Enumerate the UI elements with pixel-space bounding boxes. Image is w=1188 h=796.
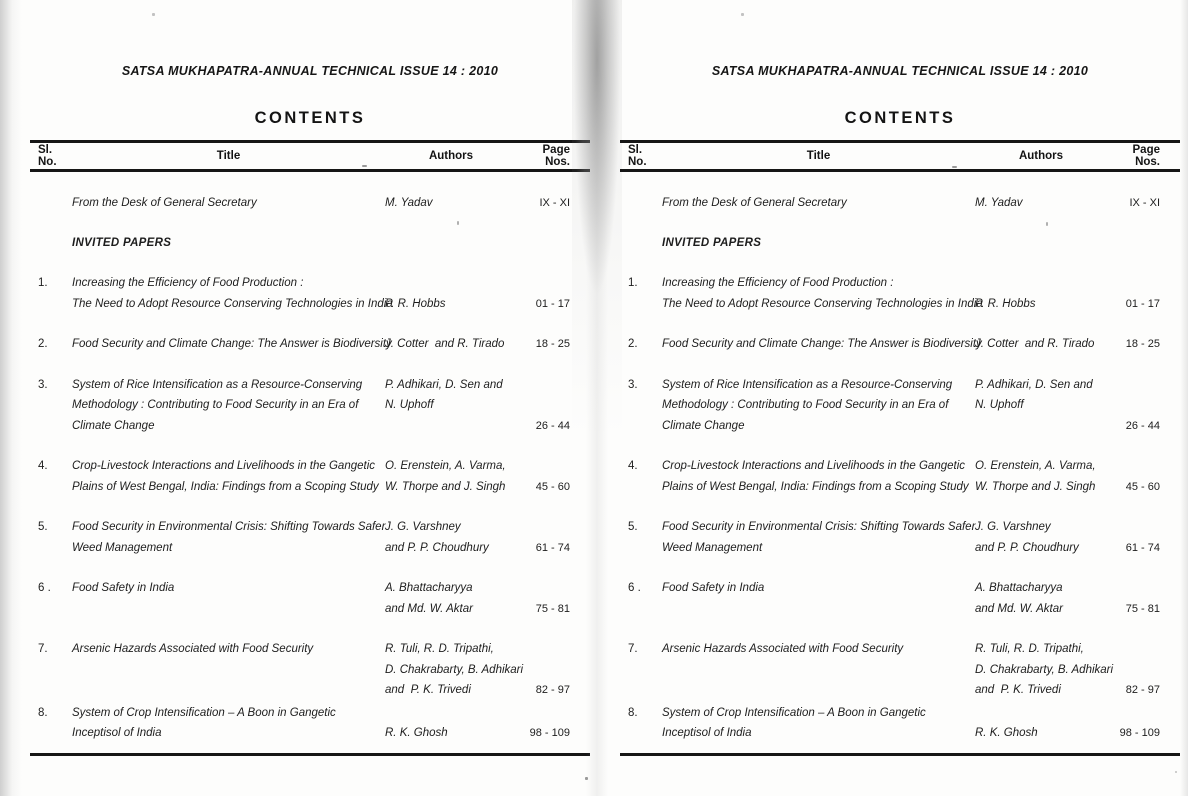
row-title [662,639,975,701]
toc-row [620,273,1180,314]
page-nos-line: IX - XI [539,197,570,209]
row-number [30,578,72,619]
page-nos-line [1107,639,1180,660]
page-nos-line: 98 - 109 [1119,727,1160,739]
row-authors [975,703,1107,744]
serial-number: 3. [38,378,48,391]
title-line: Crop-Livestock Interactions and Livelihoods in the Gangetic [72,460,376,472]
row-title [72,193,385,214]
authors-line: J. Cotter and R. Tirado [385,338,505,350]
title-line: Food Security in Environmental Crisis: Shifting Towards Safer [662,521,976,533]
row-title [72,517,385,558]
title-line: System of Rice Intensification as a Resource-Conserving [72,378,363,391]
scan-speck [585,777,588,780]
title-line: Food Safety in India [72,582,175,594]
row-title [72,375,385,437]
bottom-rule [30,753,590,756]
page-nos-line: 75 - 81 [535,602,570,615]
row-title [662,517,975,558]
row-authors [385,334,517,355]
col-header-sl-line2: No. [628,156,647,168]
authors-line: O. Erenstein, A. Varma, [975,460,1096,472]
col-header-sl-line1: Sl. [38,144,53,156]
authors-line: M. Yadav [385,197,433,209]
row-number [620,639,662,701]
row-authors [385,517,517,558]
title-line: Climate Change [662,419,745,432]
authors-line: and P. P. Choudhury [975,541,1079,554]
authors-line [385,703,517,724]
col-header-sl-no [30,144,72,168]
authors-line: P. Adhikari, D. Sen and [975,378,1093,391]
serial-number: 6 . [628,582,641,594]
toc-row [620,193,1180,214]
row-authors [975,334,1107,355]
page-nos-line: 18 - 25 [1125,338,1160,350]
row-authors [975,375,1107,437]
title-line: System of Crop Intensification – A Boon in Gangetic [72,706,336,719]
toc-row [620,639,1180,701]
title-line: The Need to Adopt Resource Conserving Technologies in India [72,297,393,310]
authors-line [385,273,517,294]
toc-row [620,578,1180,619]
title-line: Methodology : Contributing to Food Security in an Era of [72,399,359,411]
serial-number: 4. [628,460,638,472]
page-nos-line: 01 - 17 [1125,297,1160,310]
row-pages [1107,375,1180,437]
page-nos-line [1107,273,1180,294]
row-number [620,193,662,214]
bottom-rule [620,753,1180,756]
title-line: Increasing the Efficiency of Food Production : [662,277,894,289]
row-number [620,703,662,744]
toc-row [30,578,590,619]
authors-line: R. K. Ghosh [385,727,448,739]
title-line: Arsenic Hazards Associated with Food Security [662,643,904,655]
authors-line: P. R. Hobbs [385,297,446,310]
serial-number: 7. [38,643,48,655]
serial-number: 2. [38,338,48,350]
row-title [72,334,392,355]
title-line: The Need to Adopt Resource Conserving Technologies in India [662,297,983,310]
authors-line: R. K. Ghosh [975,727,1038,739]
authors-line: and Md. W. Aktar [385,602,473,615]
row-title [662,334,982,355]
serial-number [30,193,72,214]
title-line: Increasing the Efficiency of Food Production : [72,277,304,289]
title-line: Weed Management [662,541,763,554]
row-number [620,375,662,437]
toc-row [30,639,590,701]
title-line: Food Safety in India [662,582,765,594]
row-authors [385,639,524,701]
authors-line: N. Uphoff [385,399,434,411]
page-gutter-shadow [572,0,622,796]
toc-row [30,703,590,744]
row-number [620,334,662,355]
authors-line [975,273,1107,294]
authors-line: P. R. Hobbs [975,297,1036,310]
title-line: From the Desk of General Secretary [662,197,847,209]
authors-line: J. Cotter and R. Tirado [975,338,1095,350]
authors-line: and P. K. Trivedi [975,684,1061,696]
page-right [620,0,1180,796]
page-nos-line: 18 - 25 [535,338,570,350]
row-number [30,703,72,744]
page-nos-line [1107,703,1180,724]
row-title [72,639,385,701]
authors-line: N. Uphoff [975,399,1024,411]
title-line: Crop-Livestock Interactions and Livelihoods in the Gangetic [662,460,966,472]
scan-speck [362,165,367,167]
right-edge-shadow [1180,0,1188,796]
authors-line: and P. K. Trivedi [385,684,471,696]
col-header-sl-line2: No. [38,156,57,168]
toc-row [620,456,1180,497]
toc-row [30,193,590,214]
row-title [662,578,975,619]
serial-number: 7. [628,643,638,655]
authors-line: P. Adhikari, D. Sen and [385,378,503,391]
row-title [662,456,975,497]
row-title [662,273,983,314]
serial-number: 1. [38,277,48,289]
row-pages [1107,517,1180,558]
row-number [620,517,662,558]
journal-title: SATSA MUKHAPATRA-ANNUAL TECHNICAL ISSUE 14 : 2010 [711,64,1089,78]
row-number [30,517,72,558]
row-title [662,703,975,744]
row-pages [1107,334,1180,355]
scan-speck [1175,771,1177,773]
row-authors [385,375,517,437]
title-line: Inceptisol of India [72,727,162,739]
title-line: Food Security in Environmental Crisis: Shifting Towards Safer [72,521,386,533]
toc-row [30,456,590,497]
row-number [620,578,662,619]
col-header-title: Title [216,150,241,162]
journal-title: SATSA MUKHAPATRA-ANNUAL TECHNICAL ISSUE 14 : 2010 [121,64,499,78]
row-pages [1107,639,1180,701]
toc-row [620,334,1180,355]
page-nos-line: 82 - 97 [535,684,570,696]
toc-row [30,334,590,355]
row-authors [975,517,1107,558]
toc-row [30,273,590,314]
title-line: Inceptisol of India [662,727,752,739]
toc-body [620,193,1180,744]
left-edge-shadow [0,0,22,796]
row-number [620,273,662,314]
contents-heading: CONTENTS [844,109,956,127]
row-authors [975,639,1114,701]
row-title [72,578,385,619]
row-number [30,639,72,701]
row-authors [385,456,517,497]
scan-speck [1046,222,1048,226]
title-line: Plains of West Bengal, India: Findings from a Scoping Study [662,480,969,493]
row-pages [1107,456,1180,497]
page-nos-line: 26 - 44 [535,419,570,432]
title-line: Food Security and Climate Change: The Answer is Biodiversity [72,338,392,350]
toc-row [620,517,1180,558]
authors-line: A. Bhattacharyya [975,582,1063,594]
authors-line: W. Thorpe and J. Singh [975,480,1096,493]
col-header-sl-line1: Sl. [628,144,643,156]
row-title [72,273,393,314]
serial-number: 8. [38,706,48,719]
toc-row [30,517,590,558]
row-title [662,193,975,214]
authors-line: R. Tuli, R. D. Tripathi, [975,643,1084,655]
page-nos-line [1107,456,1180,477]
section-heading-invited-papers: INVITED PAPERS [662,236,762,249]
page-nos-line: 26 - 44 [1125,419,1160,432]
row-number [30,334,72,355]
page-nos-line: 98 - 109 [529,727,570,739]
page-nos-line: IX - XI [1129,197,1160,209]
row-number [30,193,72,214]
toc-row [620,375,1180,437]
row-title [662,375,975,437]
authors-line [975,703,1107,724]
toc-row [620,703,1180,744]
col-header-sl-no [620,144,662,168]
row-number [30,273,72,314]
title-line: Weed Management [72,541,173,554]
authors-line: and Md. W. Aktar [975,602,1063,615]
row-authors [975,193,1107,214]
serial-number: 5. [628,521,638,533]
page-nos-line [1107,375,1180,396]
row-number [30,456,72,497]
serial-number: 3. [628,378,638,391]
col-header-pages: Page Nos. [542,144,570,168]
row-pages [1107,703,1180,744]
col-header-title: Title [806,150,831,162]
row-authors [385,578,517,619]
serial-number: 8. [628,706,638,719]
authors-line: M. Yadav [975,197,1023,209]
section-heading-invited-papers: INVITED PAPERS [72,236,172,249]
page-nos-line [1107,578,1180,599]
title-line: Arsenic Hazards Associated with Food Security [72,643,314,655]
serial-number: 4. [38,460,48,472]
page-nos-line: 45 - 60 [1125,480,1160,493]
title-line: Plains of West Bengal, India: Findings from a Scoping Study [72,480,379,493]
title-line: System of Crop Intensification – A Boon in Gangetic [662,706,926,719]
authors-line: W. Thorpe and J. Singh [385,480,506,493]
authors-line: D. Chakrabarty, B. Adhikari [975,663,1114,676]
scan-speck [152,13,155,16]
page-left [30,0,590,796]
authors-line: D. Chakrabarty, B. Adhikari [385,663,524,676]
title-line: From the Desk of General Secretary [72,197,257,209]
toc-row [30,375,590,437]
row-pages [1107,578,1180,619]
serial-number: 6 . [38,582,51,594]
row-authors [385,703,517,744]
title-line: Climate Change [72,419,155,432]
row-pages [1107,193,1180,214]
toc-header-row [30,140,590,172]
scan-speck [952,166,957,168]
row-authors [385,193,517,214]
page-nos-line: 82 - 97 [1125,684,1160,696]
authors-line: R. Tuli, R. D. Tripathi, [385,643,494,655]
serial-number: 5. [38,521,48,533]
page-nos-line [1107,517,1180,538]
page-nos-line: 45 - 60 [535,480,570,493]
page-nos-line [1107,395,1180,416]
scan-speck [741,13,744,16]
authors-line: and P. P. Choudhury [385,541,489,554]
toc-header-row [620,140,1180,172]
serial-number [620,193,662,214]
col-header-authors: Authors [428,150,474,162]
page-nos-line: 61 - 74 [1125,541,1160,554]
serial-number: 2. [628,338,638,350]
authors-line: J. G. Varshney [975,521,1051,533]
row-authors [385,273,517,314]
col-header-authors: Authors [1018,150,1064,162]
toc-body [30,193,590,744]
row-authors [975,456,1107,497]
serial-number: 1. [628,277,638,289]
row-title [72,703,385,744]
authors-line: A. Bhattacharyya [385,582,473,594]
row-number [620,456,662,497]
title-line: Methodology : Contributing to Food Security in an Era of [662,399,949,411]
page-nos-line: 01 - 17 [535,297,570,310]
scan-speck [457,221,459,225]
title-line: Food Security and Climate Change: The Answer is Biodiversity [662,338,982,350]
page-nos-line: 75 - 81 [1125,602,1160,615]
row-authors [975,578,1107,619]
contents-heading: CONTENTS [254,109,366,127]
authors-line: O. Erenstein, A. Varma, [385,460,506,472]
row-pages [1107,273,1180,314]
row-title [72,456,385,497]
row-number [30,375,72,437]
page-nos-line: 61 - 74 [535,541,570,554]
title-line: System of Rice Intensification as a Resource-Conserving [662,378,953,391]
col-header-pages: Page Nos. [1132,144,1160,168]
row-authors [975,273,1107,314]
page-nos-line [1107,660,1180,681]
authors-line: J. G. Varshney [385,521,461,533]
